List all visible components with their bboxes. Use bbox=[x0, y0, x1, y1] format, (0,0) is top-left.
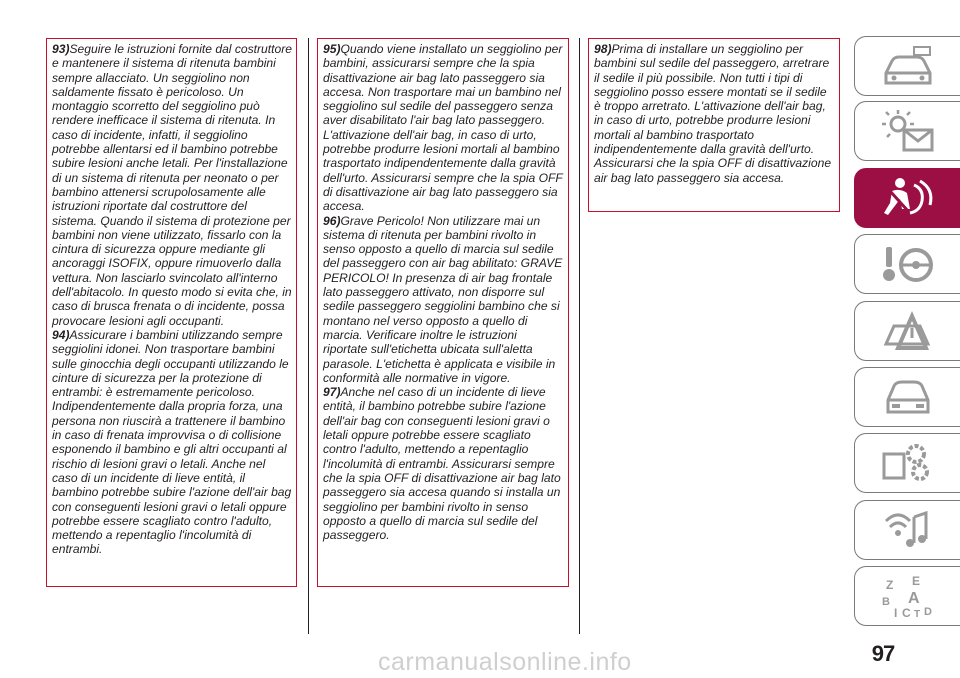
safety-notes-column-1 bbox=[46, 38, 297, 587]
safety-notes-column-3 bbox=[588, 38, 840, 212]
note-number: 97) bbox=[323, 385, 341, 400]
note-text: Prima di installare un seggiolino per bambini sul sedile del passeggero, arretrare il sedile il più possibile. Non tutti i tipi di seggiolino posso essere montati se il sedile è troppo arretrato. L'attivazione dell'air bag, in caso di urto, potrebbe produrre lesioni mortali al bambino trasportato indipendentemente dalla gravità dell'urto. Assicurarsi che la spia OFF di disattivazione air bag lato passeggero sia accesa. bbox=[594, 42, 832, 185]
note-number: 93) bbox=[52, 42, 70, 56]
multimedia-icon bbox=[880, 507, 936, 553]
note-97 bbox=[323, 385, 564, 542]
note-94 bbox=[52, 328, 292, 557]
warning-triangle-icon bbox=[880, 308, 936, 354]
note-number: 96) bbox=[323, 213, 341, 228]
chapter-tab-emergency[interactable] bbox=[854, 301, 960, 361]
seatbelt-airbag-icon bbox=[880, 175, 936, 221]
key-steering-wheel-icon bbox=[880, 241, 936, 287]
note-95 bbox=[323, 42, 564, 214]
column-divider bbox=[579, 38, 580, 634]
index-letter: Z bbox=[885, 578, 893, 592]
column-divider bbox=[308, 38, 309, 634]
chapter-tab-dashboard[interactable] bbox=[854, 36, 960, 96]
maintenance-gears-icon bbox=[880, 440, 936, 486]
note-text: Assicurare i bambini utilizzando sempre seggiolini idonei. Non trasportare bambini sulle ginocchia degli occupanti utilizzando le cinture di sicurezza per la protezione di entrambi: è estremamente pericoloso. Indipendentemente dalla propria forza, una persona non riuscirà a trattenere il bambino in caso di frenata improvvisa o di collisione esponendo il bambino e gli altri occupanti al rischio di lesioni gravi o letali. Anche nel caso di un incidente di lieve entità, il bambino potrebbe subire l'azione dell'air bag con conseguenti lesioni gravi o letali oppure potrebbe essere scagliato contro l'adulto, mettendo a repentaglio l'incolumità di entrambi. bbox=[52, 327, 292, 557]
index-letter: T bbox=[913, 609, 920, 619]
index-letter: D bbox=[923, 606, 932, 618]
note-98 bbox=[594, 42, 835, 185]
safety-notes-column-2 bbox=[317, 38, 569, 587]
chapter-tab-multimedia[interactable] bbox=[854, 500, 960, 560]
chapter-tab-warning-lights[interactable] bbox=[854, 101, 960, 161]
chapter-tab-technical-data[interactable] bbox=[854, 433, 960, 493]
note-number: 95) bbox=[323, 42, 341, 56]
chapter-tab-starting-driving[interactable] bbox=[854, 234, 960, 294]
note-93 bbox=[52, 42, 292, 328]
note-text: Grave Pericolo! Non utilizzare mai un sistema di ritenuta per bambini rivolto in senso opposto a quello di marcia sul sedile del passeggero con air bag abilitato: GRAVE PERICOLO! In presenza di air bag frontale lato passeggero attivato, non disporre sul sedile passeggero seggiolini bambino che si montano nel verso opposto a quello di marcia. Verificare inoltre le istruzioni riportate sull'etichetta ubicata sull'aletta parasole. L'etichetta è applicata e visibile in conformità alle normative in vigore. bbox=[323, 213, 563, 385]
note-number: 94) bbox=[52, 327, 70, 342]
warning-lights-icon bbox=[880, 108, 936, 154]
note-text: Seguire le istruzioni fornite dal costruttore e mantenere il sistema di ritenuta bambini sempre allacciato. Un seggiolino non saldamente fissato è pericoloso. Un montaggio scorretto del seggiolino può rendere inefficace il sistema di ritenuta. In caso di incidente, infatti, il seggiolino potrebbe allentarsi ed il bambino potrebbe subire lesioni anche letali. Per l'installazione di un sistema di ritenuta per neonato o per bambino attenersi scrupolosamente alle istruzioni riportate dal costruttore del sistema. Quando il sistema di protezione per bambini non viene utilizzato, fissarlo con la cintura di sicurezza oppure mediante gli ancoraggi ISOFIX, oppure rimuoverlo dalla vettura. Non lasciarlo svincolato all'interno dell'abitacolo. In questo modo si evita che, in caso di brusca frenata o di incidente, possa provocare lesioni agli occupanti. bbox=[52, 42, 292, 328]
chapter-tab-car-care[interactable] bbox=[854, 367, 960, 427]
note-number: 98) bbox=[594, 42, 612, 56]
index-letter: E bbox=[911, 574, 920, 588]
alphabetical-index-icon bbox=[880, 573, 936, 619]
index-letter: C bbox=[901, 606, 911, 619]
note-text: Quando viene installato un seggiolino per bambini, assicurarsi sempre che la spia disattivazione air bag lato passeggero sia accesa. Non trasportare mai un bambino nel seggiolino sul sedile del passeggero senza aver disabilitato l'air bag lato passeggero. L'attivazione dell'air bag, in caso di urto, potrebbe produrre lesioni mortali al bambino trasportato indipendentemente dalla gravità dell'urto. Assicurarsi sempre che la spia OFF di disattivazione air bag lato passeggero sia accesa. bbox=[323, 42, 563, 214]
index-letter: B bbox=[881, 596, 890, 608]
chapter-tab-safety[interactable] bbox=[854, 168, 960, 228]
index-letter: I bbox=[893, 606, 897, 619]
watermark: carmanualsonline.info bbox=[378, 648, 632, 676]
note-text: Anche nel caso di un incidente di lieve entità, il bambino potrebbe subire l'azione dell'air bag con conseguenti lesioni gravi o letali oppure potrebbe essere scagliato contro l'adulto, mettendo a repentaglio l'incolumità di entrambi. Assicurarsi sempre che la spia OFF di disattivazione air bag lato passeggero sia accesa quando si installa un seggiolino per bambini rivolto in senso opposto a quello di marcia sul sedile del passeggero. bbox=[323, 385, 561, 543]
car-front-icon bbox=[880, 374, 936, 420]
car-dashboard-icon bbox=[880, 43, 936, 89]
note-96 bbox=[323, 214, 564, 386]
page-number: 97 bbox=[871, 641, 895, 666]
chapter-tab-index[interactable] bbox=[854, 566, 960, 626]
index-letter: A bbox=[907, 590, 920, 607]
